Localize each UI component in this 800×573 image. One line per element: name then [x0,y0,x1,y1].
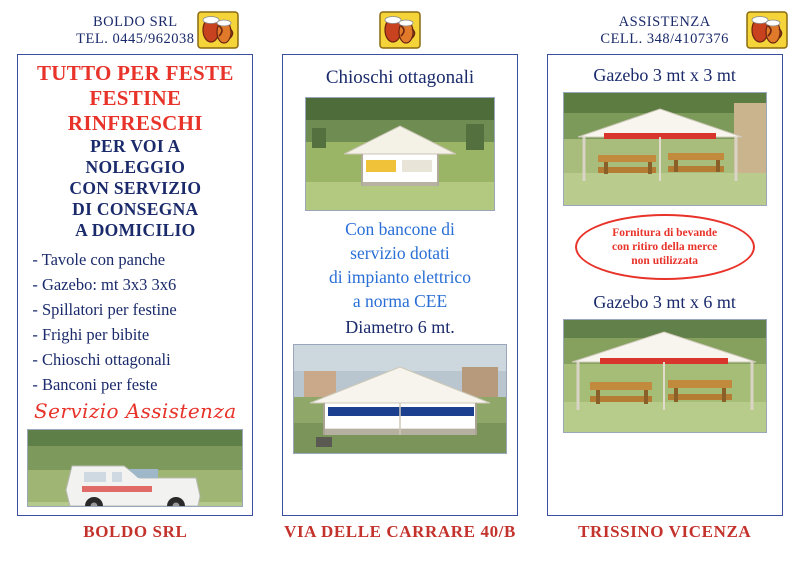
gazebo-3x3-photo [563,92,767,206]
list-item: - Frighi per bibite [32,325,150,344]
right-panel [547,54,783,516]
mid-footer: VIA DELLE CARRARE 40/B [284,522,516,541]
title-red-3: RINFRESCHI [67,111,203,135]
gazebo-3x6-heading: Gazebo 3 mt x 6 mt [593,292,736,312]
furstenberg-kiosk-photo [293,344,507,454]
list-item: - Tavole con panche [32,250,166,269]
title-blue-2: NOLEGGIO [85,157,186,177]
beverage-supply-badge [575,214,755,280]
mid-body-4: a norma CEE [352,291,448,311]
list-item: - Banconi per feste [32,375,158,394]
badge-line-3: non utilizzata [631,255,699,267]
list-item: - Spillatori per festine [32,300,177,319]
beer-mugs-logo-icon [379,10,421,50]
mid-diameter: Diametro 6 mt. [345,317,455,337]
company-phone: TEL. 0445/962038 [76,31,195,47]
left-column [6,8,265,567]
title-blue-5: A DOMICILIO [75,220,196,240]
services-list [26,247,244,397]
gazebo-3x3-heading: Gazebo 3 mt x 3 mt [593,65,736,85]
badge-line-1: Fornitura di bevande [612,227,718,239]
title-blue-4: DI CONSEGNA [72,199,199,219]
octagonal-kiosk-photo [305,97,495,211]
mid-panel [282,54,518,516]
left-footer: BOLDO SRL [83,522,188,541]
mid-heading: Chioschi ottagonali [325,67,475,88]
assistance-phone: CELL. 348/4107376 [600,31,729,47]
mid-column [271,8,530,567]
title-blue-1: PER VOI A [90,136,181,156]
title-red-1: TUTTO PER FESTE [36,61,234,85]
beer-mugs-logo-icon [746,10,788,50]
beer-mugs-logo-icon [197,10,239,50]
assistance-label: ASSISTENZA [618,14,711,30]
list-item: - Gazebo: mt 3x3 3x6 [32,275,177,294]
service-assistance-text: Servizio Assistenza [34,399,237,423]
list-item: - Chioschi ottagonali [32,350,171,369]
company-name: BOLDO SRL [93,14,178,30]
right-column [535,8,794,567]
mid-body-1: Con bancone di [345,219,455,239]
title-blue-3: CON SERVIZIO [69,178,202,198]
mid-column-header [271,8,530,54]
right-footer: TRISSINO VICENZA [578,522,752,541]
mid-body-2: servizio dotati [350,243,450,263]
left-column-header [6,8,265,54]
gazebo-3x6-photo [563,319,767,433]
right-column-header [535,8,794,54]
mid-body-3: di impianto elettrico [329,267,471,287]
white-delivery-van-photo [27,429,243,507]
title-red-2: FESTINE [89,86,182,110]
badge-line-2: con ritiro della merce [612,241,718,253]
left-panel [17,54,253,516]
